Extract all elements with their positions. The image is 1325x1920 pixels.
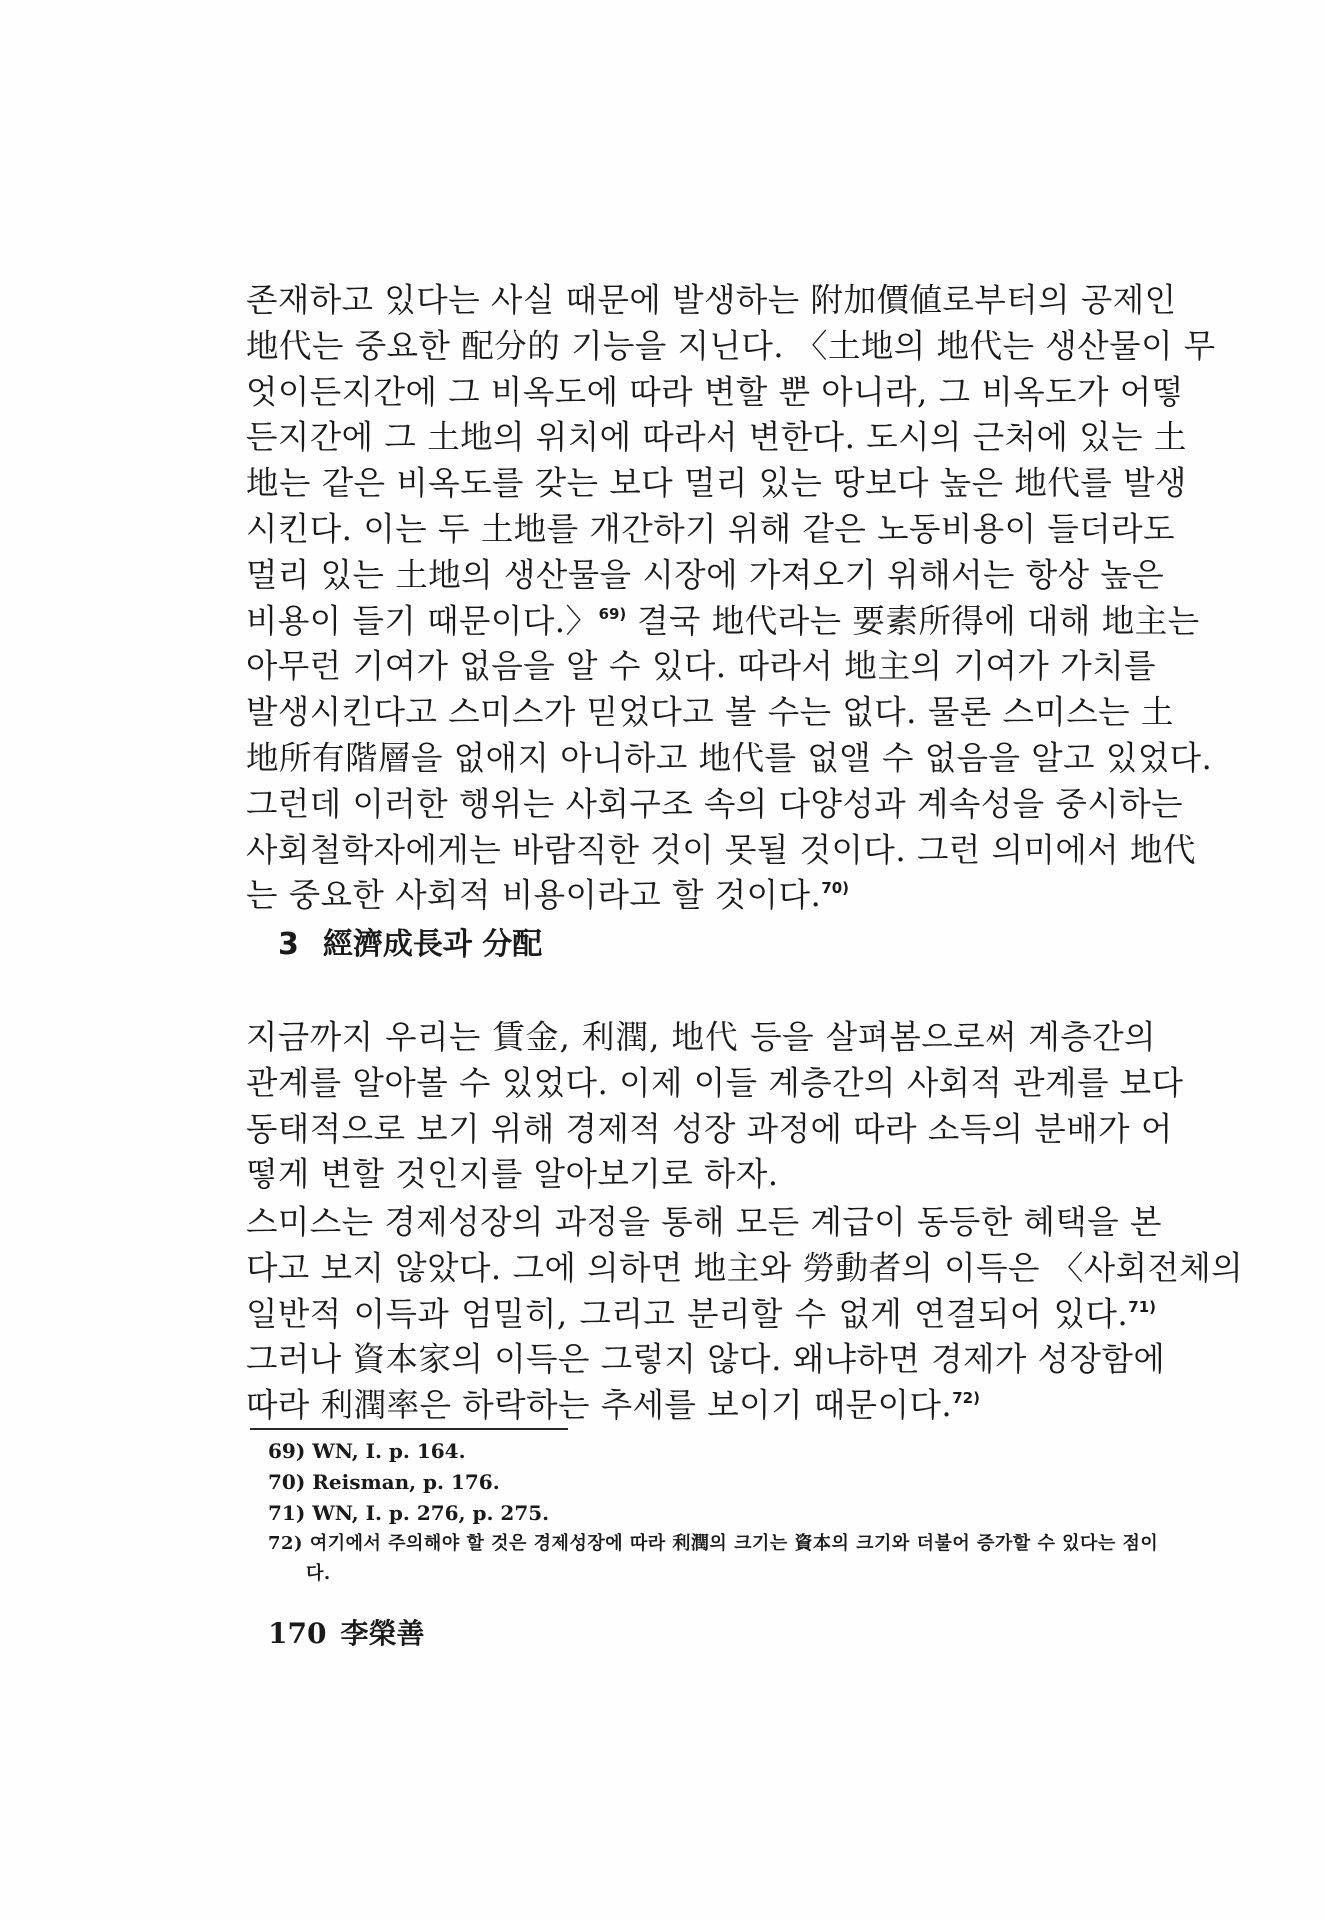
text-segment: 결국 地代라는 要素所得에 대해 地主는 <box>637 601 1200 640</box>
text-line: 地는 같은 비옥도를 갖는 보다 멀리 있는 땅보다 높은 地代를 발생 <box>246 464 1187 503</box>
text-line: 발생시킨다고 스미스가 믿었다고 볼 수는 없다. 물론 스미스는 土 <box>246 693 1174 732</box>
footnote-70: 70) Reisman, p. 176. <box>268 1470 500 1494</box>
body-paragraph-2 <box>246 1015 1184 1198</box>
text-line: 존재하고 있다는 사실 때문에 발생하는 附加價値로부터의 공제인 <box>246 281 1177 319</box>
footnote-ref-71: 71) <box>1128 1297 1156 1316</box>
text-line <box>246 1383 1156 1429</box>
section-number: 3 <box>278 927 299 962</box>
text-line: 시킨다. 이는 두 土地를 개간하기 위해 같은 노동비용이 들더라도 <box>246 509 1175 548</box>
author-name: 李榮善 <box>340 1617 425 1650</box>
page-number: 170 <box>268 1617 327 1650</box>
text-segment: 따라 利潤率은 하락하는 추세를 보이기 때문이다. <box>246 1386 953 1425</box>
text-line: 사회철학자에게는 바람직한 것이 못될 것이다. 그런 의미에서 地代 <box>246 830 1197 869</box>
text-line: 地代는 중요한 配分的 기능을 지닌다. 〈土地의 地代는 생산물이 무 <box>246 326 1216 365</box>
footnotes <box>268 1436 1163 1589</box>
text-segment: 일반적 이득과 엄밀히, 그리고 분리할 수 없게 연결되어 있다. <box>246 1294 1129 1333</box>
text-line: 그런데 이러한 행위는 사회구조 속의 다양성과 계속성을 중시하는 <box>246 784 1183 823</box>
section-heading <box>278 925 542 965</box>
text-line: 든지간에 그 土地의 위치에 따라서 변한다. 도시의 근처에 있는 土 <box>246 418 1187 457</box>
text-line: 관계를 알아볼 수 있었다. 이제 이들 계층간의 사회적 관계를 보다 <box>246 1063 1184 1102</box>
text-line <box>246 873 1156 919</box>
footnote-71: 71) WN, I. p. 276, p. 275. <box>268 1501 550 1525</box>
footnote-ref-72: 72) <box>952 1389 980 1408</box>
text-line: 동태적으로 보기 위해 경제적 성장 과정에 따라 소득의 분배가 어 <box>246 1109 1173 1148</box>
text-line: 멀리 있는 土地의 생산물을 시장에 가져오기 위해서는 항상 높은 <box>246 555 1165 594</box>
body-paragraph-1 <box>246 278 1216 919</box>
text-segment: 비용이 들기 때문이다.〉 <box>246 601 599 640</box>
text-line: 地所有階層을 없애지 아니하고 地代를 없앨 수 없음을 알고 있었다. <box>246 738 1213 777</box>
text-line <box>246 1292 1156 1338</box>
text-line: 엇이든지간에 그 비옥도에 따라 변할 뿐 아니라, 그 비옥도가 어떻 <box>246 372 1184 411</box>
text-segment: 는 중요한 사회적 비용이라고 할 것이다. <box>246 876 822 915</box>
footnote-ref-70: 70) <box>821 879 850 898</box>
footnote-ref-69: 69) <box>598 604 627 623</box>
text-line: 떻게 변할 것인지를 알아보기로 하자. <box>246 1155 779 1194</box>
text-line: 다고 보지 않았다. 그에 의하면 地主와 勞動者의 이득은 〈사회전체의 <box>246 1248 1244 1287</box>
text-line: 아무런 기여가 없음을 알 수 있다. 따라서 地主의 기여가 가치를 <box>246 647 1156 686</box>
page-footer <box>268 1612 424 1652</box>
body-paragraph-3 <box>246 1200 1244 1429</box>
footnote-69: 69) WN, I. p. 164. <box>268 1439 466 1463</box>
footnote-72: 72) 여기에서 주의해야 할 것은 경제성장에 따라 利潤의 크기는 資本의 크기와 더불어 증가할 수 있다는 점이다. <box>268 1533 1159 1584</box>
text-line: 그러나 資本家의 이득은 그렇지 않다. 왜냐하면 경제가 성장함에 <box>246 1340 1166 1379</box>
footnote-divider <box>250 1428 568 1430</box>
section-title: 經濟成長과 分配 <box>322 927 543 962</box>
text-line: 지금까지 우리는 賃金, 利潤, 地代 등을 살펴봄으로써 계층간의 <box>246 1018 1156 1056</box>
text-line: 스미스는 경제성장의 과정을 통해 모든 계급이 동등한 혜택을 본 <box>246 1203 1162 1241</box>
text-line <box>246 599 1200 645</box>
